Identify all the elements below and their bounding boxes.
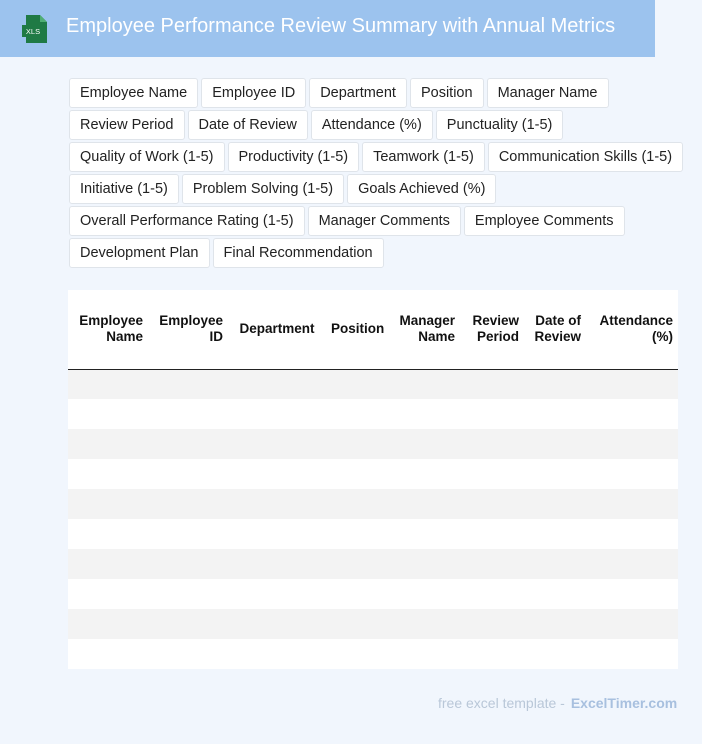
column-header-attendance[interactable]: Attendance (%) [586, 290, 678, 369]
field-chip[interactable]: Employee Name [69, 78, 198, 108]
column-header-date-of-review[interactable]: Date of Review [524, 290, 586, 369]
field-chip[interactable]: Punctuality (1-5) [436, 110, 564, 140]
table-row[interactable] [68, 429, 678, 459]
table-header-row [68, 290, 678, 369]
table-row[interactable] [68, 459, 678, 489]
footer-text: free excel template - [438, 695, 565, 711]
field-chip[interactable]: Quality of Work (1-5) [69, 142, 225, 172]
table-row[interactable] [68, 369, 678, 399]
footer-credit [438, 695, 677, 711]
field-chip[interactable]: Manager Comments [308, 206, 461, 236]
file-icon-label: XLS [25, 27, 41, 36]
field-chip[interactable]: Attendance (%) [311, 110, 433, 140]
field-chip[interactable]: Productivity (1-5) [228, 142, 360, 172]
field-chip-list [69, 78, 702, 270]
field-chip[interactable]: Initiative (1-5) [69, 174, 179, 204]
table-row[interactable] [68, 489, 678, 519]
table-row[interactable] [68, 549, 678, 579]
column-header-department[interactable]: Department [228, 290, 326, 369]
footer-brand-link[interactable]: ExcelTimer.com [570, 695, 678, 711]
field-chip[interactable]: Final Recommendation [213, 238, 384, 268]
field-chip[interactable]: Goals Achieved (%) [347, 174, 496, 204]
field-chip[interactable]: Department [309, 78, 407, 108]
column-header-manager-name[interactable]: Manager Name [388, 290, 460, 369]
table-row[interactable] [68, 609, 678, 639]
excel-file-icon [20, 14, 50, 44]
column-header-employee-name[interactable]: Employee Name [68, 290, 148, 369]
field-chip[interactable]: Development Plan [69, 238, 210, 268]
field-chip[interactable]: Problem Solving (1-5) [182, 174, 344, 204]
field-chip[interactable]: Communication Skills (1-5) [488, 142, 683, 172]
field-chip[interactable]: Teamwork (1-5) [362, 142, 485, 172]
column-header-review-period[interactable]: Review Period [460, 290, 524, 369]
title-banner [0, 0, 655, 57]
data-table [68, 290, 678, 669]
column-header-employee-id[interactable]: Employee ID [148, 290, 228, 369]
field-chip[interactable]: Manager Name [487, 78, 609, 108]
column-header-position[interactable]: Position [326, 290, 388, 369]
table-row[interactable] [68, 519, 678, 549]
field-chip[interactable]: Position [410, 78, 484, 108]
table-row[interactable] [68, 639, 678, 669]
field-chip[interactable]: Date of Review [188, 110, 308, 140]
field-chip[interactable]: Review Period [69, 110, 185, 140]
table-row[interactable] [68, 399, 678, 429]
table-row[interactable] [68, 579, 678, 609]
field-chip[interactable]: Overall Performance Rating (1-5) [69, 206, 305, 236]
field-chip[interactable]: Employee ID [201, 78, 306, 108]
page-title: Employee Performance Review Summary with Annual Metrics [66, 15, 616, 37]
field-chip[interactable]: Employee Comments [464, 206, 625, 236]
